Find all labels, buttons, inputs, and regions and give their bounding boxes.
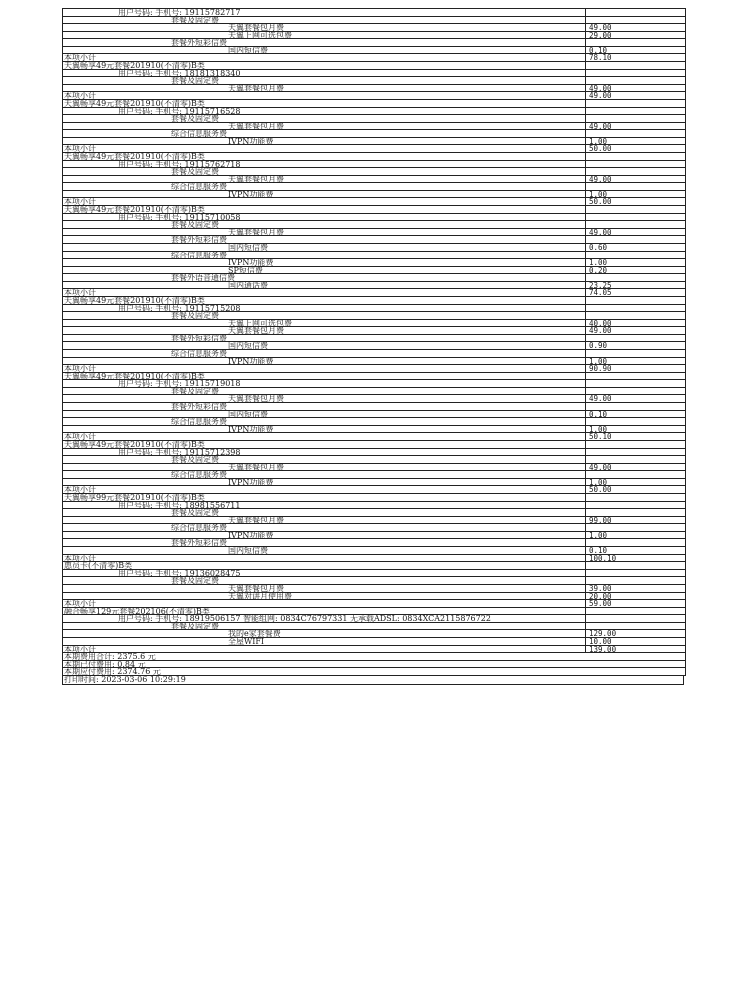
row-amount — [585, 206, 685, 213]
row-amount: 139.00 — [585, 646, 685, 653]
row-label: 天翼套餐包月费 — [228, 462, 284, 472]
row-label: 套餐及固定费 — [171, 15, 219, 25]
row-amount — [585, 502, 685, 509]
row-amount — [585, 539, 685, 546]
row-amount — [585, 562, 685, 569]
row-label: 国内短信费 — [228, 341, 268, 351]
row-label: 天翼畅享99元套餐201910(不清零)B类 — [64, 493, 205, 502]
table-row — [63, 395, 685, 403]
row-amount: 78.10 — [585, 54, 685, 61]
row-label: 融合畅享129元套餐202106(不清零)B类 — [64, 606, 210, 616]
row-label: 天翼畅享49元套餐201910(不清零)B类 — [64, 151, 205, 161]
row-amount — [585, 494, 685, 501]
row-label: 综合信息服务费 — [171, 129, 227, 139]
row-amount — [585, 183, 685, 190]
row-amount — [585, 449, 685, 456]
row-amount — [585, 388, 685, 395]
row-label: IVPN功能费 — [228, 530, 274, 540]
row-label: 天翼上网可选包费 — [228, 30, 292, 40]
row-amount: 49.00 — [585, 464, 685, 471]
row-label: 用户号码: 手机号: 19115715208 — [118, 303, 241, 313]
table-row — [63, 9, 685, 17]
table-row — [63, 380, 685, 388]
row-amount — [585, 380, 685, 387]
row-amount — [585, 524, 685, 531]
row-label: 综合信息服务费 — [171, 349, 227, 359]
row-label: 本项小计 — [64, 599, 96, 609]
row-amount: 29.00 — [585, 32, 685, 39]
table-row — [63, 327, 685, 335]
table-row — [63, 244, 685, 252]
row-amount: 50.10 — [585, 433, 685, 440]
row-amount — [585, 17, 685, 24]
row-amount — [585, 350, 685, 357]
row-amount — [585, 403, 685, 410]
row-amount: 49.00 — [585, 123, 685, 130]
row-label: 天翼对讲月使用费 — [228, 591, 292, 601]
row-amount — [585, 456, 685, 463]
row-label: 综合信息服务费 — [171, 417, 227, 427]
row-amount: 1.00 — [585, 426, 685, 433]
row-amount: 0.60 — [585, 244, 685, 251]
row-label: 天翼畅享49元套餐201910(不清零)B类 — [64, 295, 205, 305]
row-label: 用户号码: 手机号: 19115782717 — [118, 8, 241, 17]
row-amount: 20.00 — [585, 593, 685, 600]
row-amount: 49.00 — [585, 85, 685, 92]
row-amount — [585, 115, 685, 122]
row-label: 套餐外短彩信费 — [171, 538, 227, 548]
table-row — [63, 411, 685, 419]
row-label: 套餐外短彩信费 — [171, 333, 227, 343]
row-label: 本项小计 — [64, 53, 96, 63]
row-label: 套餐及固定费 — [171, 621, 219, 631]
row-label: 天翼套餐包月费 — [228, 515, 284, 525]
row-label: 套餐及固定费 — [171, 76, 219, 86]
row-label: IVPN功能费 — [228, 424, 274, 434]
table-row — [63, 532, 685, 540]
table-row — [63, 70, 685, 78]
row-label: 本项小计 — [64, 485, 96, 495]
row-amount: 74.05 — [585, 289, 685, 296]
row-amount — [585, 77, 685, 84]
row-label: 天翼套餐包月费 — [228, 227, 284, 237]
row-amount: 39.00 — [585, 585, 685, 592]
row-amount: 23.25 — [585, 282, 685, 289]
row-label: IVPN功能费 — [228, 136, 274, 146]
row-amount — [585, 130, 685, 137]
table-row — [63, 464, 685, 472]
row-label: 套餐及固定费 — [171, 508, 219, 518]
row-label: IVPN功能费 — [228, 477, 274, 487]
table-row — [63, 449, 685, 457]
row-label: 天翼畅享49元套餐201910(不清零)B类 — [64, 205, 205, 215]
row-amount — [585, 168, 685, 175]
row-label: 天翼套餐包月费 — [228, 83, 284, 93]
row-amount: 1.00 — [585, 259, 685, 266]
row-label: 套餐外短彩信费 — [171, 235, 227, 245]
row-label: 本期已付费用: 0.84 元 — [64, 659, 146, 669]
row-amount: 49.00 — [585, 229, 685, 236]
row-amount — [585, 509, 685, 516]
row-amount: 1.00 — [585, 479, 685, 486]
row-amount — [585, 62, 685, 69]
table-row — [63, 305, 685, 313]
table-row — [63, 229, 685, 237]
row-amount — [585, 305, 685, 312]
row-amount — [585, 471, 685, 478]
row-amount — [585, 108, 685, 115]
row-amount: 49.00 — [585, 24, 685, 31]
row-amount — [585, 623, 685, 630]
row-label: 综合信息服务费 — [171, 182, 227, 192]
row-amount: 1.00 — [585, 532, 685, 539]
row-label: 天翼畅享49元套餐201910(不清零)B类 — [64, 439, 205, 449]
row-amount: 40.00 — [585, 320, 685, 327]
table-row — [63, 615, 685, 623]
table-row-section — [63, 555, 685, 563]
row-label: 天翼套餐包月费 — [228, 174, 284, 184]
row-amount — [585, 221, 685, 228]
row-amount — [585, 373, 685, 380]
row-label: 套餐及固定费 — [171, 455, 219, 465]
row-label: 用户号码: 手机号: 19115762718 — [118, 159, 241, 169]
row-label: 本项小计 — [64, 432, 96, 442]
row-label: 套餐及固定费 — [171, 220, 219, 230]
row-amount: 49.00 — [585, 92, 685, 99]
row-label: 全屋WIFI — [228, 636, 265, 646]
row-amount — [585, 100, 685, 107]
row-label: IVPN功能费 — [228, 189, 274, 199]
row-label: 天翼上网可选包费 — [228, 318, 292, 328]
row-label: 国内短信费 — [228, 242, 268, 252]
row-label: 本期应付费用: 2374.76 元 — [64, 667, 161, 677]
row-label: 天翼套餐包月费 — [228, 121, 284, 131]
row-amount: 0.20 — [585, 267, 685, 274]
row-amount — [585, 153, 685, 160]
row-amount: 0.10 — [585, 411, 685, 418]
row-amount: 50.00 — [585, 486, 685, 493]
row-label: 我的e家套餐费 — [228, 629, 281, 639]
row-label: 本项小计 — [64, 364, 96, 374]
row-label: 本项小计 — [64, 144, 96, 154]
row-amount: 129.00 — [585, 630, 685, 637]
row-label: 用户号码: 手机号: 19115716528 — [118, 106, 241, 116]
row-label: 用户号码: 手机号: 19115712398 — [118, 447, 241, 457]
row-amount: 0.10 — [585, 547, 685, 554]
row-amount: 100.10 — [585, 555, 685, 562]
table-row — [63, 517, 685, 525]
row-amount: 10.00 — [585, 638, 685, 645]
table-row — [63, 123, 685, 131]
row-amount — [585, 577, 685, 584]
table-row-section — [63, 646, 685, 654]
row-label: 天翼畅享49元套餐201910(不清零)B类 — [64, 61, 205, 71]
row-amount — [585, 214, 685, 221]
row-amount — [585, 608, 685, 615]
row-label: 用户号码: 手机号: 18181318340 — [118, 68, 241, 78]
row-amount: 1.00 — [585, 358, 685, 365]
print-time-row — [62, 676, 684, 685]
row-amount — [585, 252, 685, 259]
row-label: 国内短信费 — [228, 546, 268, 556]
print-time: 打印时间: 2023-03-06 10:29:19 — [64, 675, 186, 684]
row-label: 综合信息服务费 — [171, 470, 227, 480]
row-amount — [585, 441, 685, 448]
table-row-section — [63, 653, 685, 661]
table-row — [63, 502, 685, 510]
row-amount — [585, 9, 685, 16]
row-amount — [585, 236, 685, 243]
row-label: 天翼畅享49元套餐201910(不清零)B类 — [64, 371, 205, 381]
row-label: 本项小计 — [64, 288, 96, 298]
row-amount: 50.00 — [585, 145, 685, 152]
table-row — [63, 176, 685, 184]
row-amount — [585, 335, 685, 342]
row-label: 天翼套餐包月费 — [228, 23, 284, 33]
row-label: 套餐及固定费 — [171, 311, 219, 321]
row-label: 综合信息服务费 — [171, 523, 227, 533]
row-label: 套餐外短彩信费 — [171, 402, 227, 412]
row-amount — [585, 161, 685, 168]
row-label: 本项小计 — [64, 553, 96, 563]
row-label: 用户号码: 手机号: 19136028475 — [118, 568, 241, 578]
row-label: IVPN功能费 — [228, 356, 274, 366]
row-amount — [585, 312, 685, 319]
row-label: 套餐及固定费 — [171, 167, 219, 177]
row-label: 国内短信费 — [228, 409, 268, 419]
table-row — [63, 570, 685, 578]
row-amount: 0.10 — [585, 47, 685, 54]
row-amount — [585, 274, 685, 281]
row-label: 套餐外短彩信费 — [171, 38, 227, 48]
row-label: 综合信息服务费 — [171, 250, 227, 260]
row-label: SP短信费 — [228, 265, 263, 275]
row-amount — [585, 70, 685, 77]
row-label: 天翼畅享49元套餐201910(不清零)B类 — [64, 98, 205, 108]
table-row — [63, 267, 685, 275]
row-label: 国内通话费 — [228, 280, 268, 290]
table-row — [63, 214, 685, 222]
row-label: 用户号码: 手机号: 19115710058 — [118, 212, 241, 222]
row-label: 惠员卡(不清零)B类 — [64, 561, 133, 571]
row-label: 套餐及固定费 — [171, 386, 219, 396]
row-amount — [585, 297, 685, 304]
row-amount: 49.00 — [585, 327, 685, 334]
row-label: 天翼套餐包月费 — [228, 394, 284, 404]
row-label: 套餐外语音通信费 — [171, 273, 235, 283]
bill-detail-table — [62, 8, 686, 676]
table-row — [63, 32, 685, 40]
row-amount: 1.00 — [585, 138, 685, 145]
row-amount — [585, 39, 685, 46]
row-amount: 90.90 — [585, 365, 685, 372]
row-label: IVPN功能费 — [228, 258, 274, 268]
row-label: 用户号码: 手机号: 19115719018 — [118, 379, 241, 389]
row-label: 套餐及固定费 — [171, 114, 219, 124]
row-label: 本项小计 — [64, 197, 96, 207]
table-row — [63, 161, 685, 169]
row-amount: 50.00 — [585, 198, 685, 205]
row-amount: 1.00 — [585, 191, 685, 198]
row-label: 天翼套餐包月费 — [228, 326, 284, 336]
table-row — [63, 342, 685, 350]
row-label: 本项小计 — [64, 91, 96, 101]
table-row — [63, 108, 685, 116]
row-label: 国内短信费 — [228, 45, 268, 55]
row-amount: 49.00 — [585, 176, 685, 183]
row-amount: 0.90 — [585, 342, 685, 349]
row-label: 用户号码: 手机号: 18919506157 智能组网: 0834C76797331 无承载ADSL: 0834XCA2115876722 — [118, 614, 491, 624]
row-amount: 49.00 — [585, 395, 685, 402]
row-amount: 59.00 — [585, 600, 685, 607]
row-label: 套餐及固定费 — [171, 576, 219, 586]
row-label: 本期费用合计: 2375.6 元 — [64, 652, 156, 662]
row-amount — [585, 570, 685, 577]
row-amount — [585, 615, 685, 622]
row-label: 天翼套餐包月费 — [228, 583, 284, 593]
row-amount: 99.00 — [585, 517, 685, 524]
row-amount — [585, 418, 685, 425]
row-label: 本项小计 — [64, 644, 96, 654]
row-label: 用户号码: 手机号: 18981556711 — [118, 500, 241, 510]
